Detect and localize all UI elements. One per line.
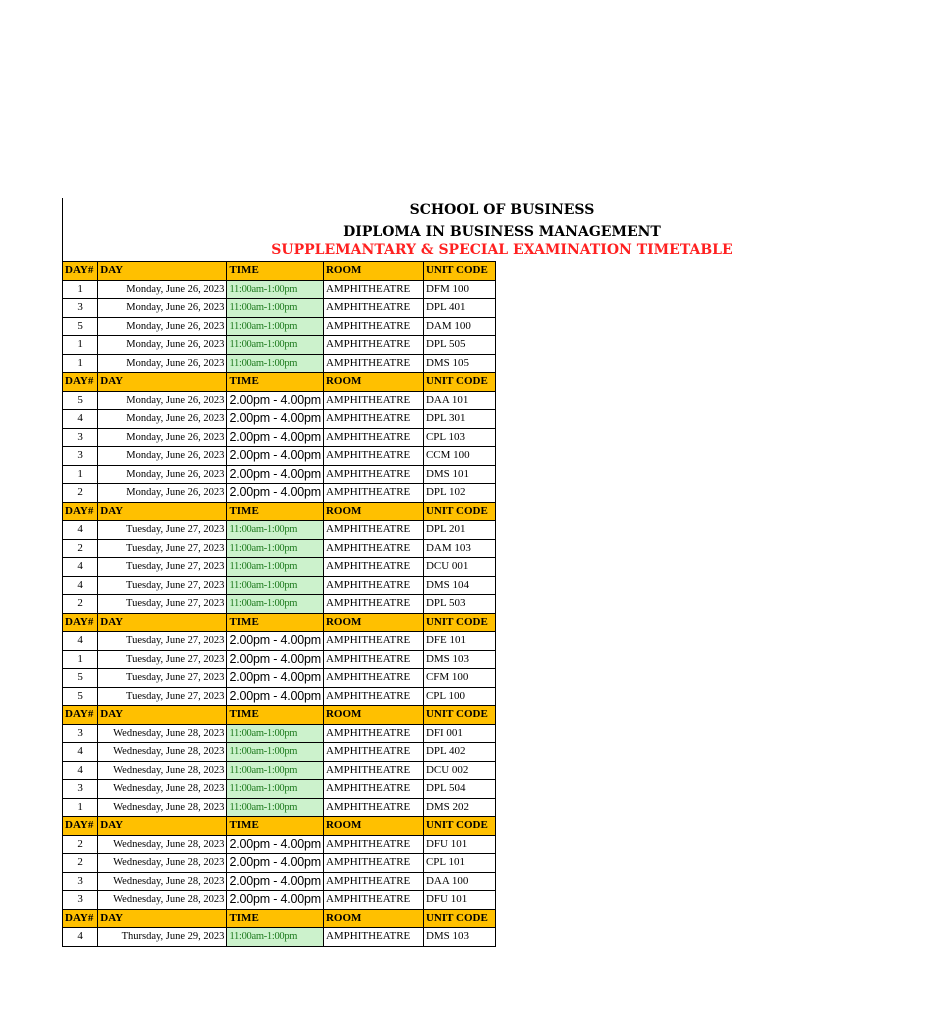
table-row <box>63 669 496 688</box>
room-cell: AMPHITHEATRE <box>323 521 423 540</box>
room-cell: AMPHITHEATRE <box>323 317 423 336</box>
table-row <box>63 354 496 373</box>
header-unit-code: UNIT CODE <box>423 613 495 632</box>
room-cell: AMPHITHEATRE <box>323 687 423 706</box>
date-cell: Tuesday, June 27, 2023 <box>98 539 227 558</box>
table-row <box>63 835 496 854</box>
header-day: DAY <box>98 613 227 632</box>
room-cell: AMPHITHEATRE <box>323 650 423 669</box>
table-row <box>63 391 496 410</box>
header-row <box>63 373 496 392</box>
header-day: DAY <box>98 706 227 725</box>
time-cell: 11:00am-1:00pm <box>227 928 324 947</box>
unit-code-cell: DCU 001 <box>423 558 495 577</box>
header-day-num: DAY# <box>63 817 98 836</box>
program-title: DIPLOMA IN BUSINESS MANAGEMENT <box>343 224 661 240</box>
day-number-cell: 1 <box>63 465 98 484</box>
header-unit-code: UNIT CODE <box>423 817 495 836</box>
unit-code-cell: DAM 103 <box>423 539 495 558</box>
day-number-cell: 1 <box>63 336 98 355</box>
date-cell: Wednesday, June 28, 2023 <box>98 743 227 762</box>
day-number-cell: 3 <box>63 891 98 910</box>
day-number-cell: 3 <box>63 428 98 447</box>
time-cell: 11:00am-1:00pm <box>227 354 324 373</box>
header-day-num: DAY# <box>63 909 98 928</box>
header-day: DAY <box>98 817 227 836</box>
header-row <box>63 262 496 281</box>
day-number-cell: 3 <box>63 447 98 466</box>
room-cell: AMPHITHEATRE <box>323 595 423 614</box>
unit-code-cell: DPL 201 <box>423 521 495 540</box>
time-cell: 11:00am-1:00pm <box>227 521 324 540</box>
day-number-cell: 4 <box>63 743 98 762</box>
table-row <box>63 428 496 447</box>
room-cell: AMPHITHEATRE <box>323 872 423 891</box>
time-cell: 11:00am-1:00pm <box>227 595 324 614</box>
table-row <box>63 317 496 336</box>
day-number-cell: 1 <box>63 280 98 299</box>
time-cell: 2.00pm - 4.00pm <box>227 687 324 706</box>
date-cell: Tuesday, June 27, 2023 <box>98 521 227 540</box>
timetable-body <box>63 262 496 947</box>
room-cell: AMPHITHEATRE <box>323 280 423 299</box>
unit-code-cell: DMS 104 <box>423 576 495 595</box>
date-cell: Wednesday, June 28, 2023 <box>98 724 227 743</box>
header-unit-code: UNIT CODE <box>423 502 495 521</box>
room-cell: AMPHITHEATRE <box>323 428 423 447</box>
room-cell: AMPHITHEATRE <box>323 484 423 503</box>
header-time: TIME <box>227 262 324 281</box>
time-cell: 2.00pm - 4.00pm <box>227 872 324 891</box>
room-cell: AMPHITHEATRE <box>323 354 423 373</box>
unit-code-cell: DMS 105 <box>423 354 495 373</box>
header-room: ROOM <box>323 817 423 836</box>
date-cell: Tuesday, June 27, 2023 <box>98 576 227 595</box>
date-cell: Tuesday, June 27, 2023 <box>98 632 227 651</box>
time-cell: 2.00pm - 4.00pm <box>227 428 324 447</box>
time-cell: 2.00pm - 4.00pm <box>227 632 324 651</box>
unit-code-cell: DFM 100 <box>423 280 495 299</box>
header-time: TIME <box>227 613 324 632</box>
header-day-num: DAY# <box>63 373 98 392</box>
header-room: ROOM <box>323 502 423 521</box>
table-row <box>63 798 496 817</box>
header-day: DAY <box>98 502 227 521</box>
room-cell: AMPHITHEATRE <box>323 632 423 651</box>
table-row <box>63 632 496 651</box>
day-number-cell: 1 <box>63 650 98 669</box>
time-cell: 11:00am-1:00pm <box>227 336 324 355</box>
header-unit-code: UNIT CODE <box>423 262 495 281</box>
unit-code-cell: CPL 101 <box>423 854 495 873</box>
room-cell: AMPHITHEATRE <box>323 891 423 910</box>
unit-code-cell: DPL 102 <box>423 484 495 503</box>
header-room: ROOM <box>323 706 423 725</box>
header-row <box>63 613 496 632</box>
unit-code-cell: DFI 001 <box>423 724 495 743</box>
unit-code-cell: DPL 505 <box>423 336 495 355</box>
day-number-cell: 4 <box>63 632 98 651</box>
time-cell: 11:00am-1:00pm <box>227 798 324 817</box>
table-row <box>63 576 496 595</box>
unit-code-cell: DFU 101 <box>423 891 495 910</box>
room-cell: AMPHITHEATRE <box>323 336 423 355</box>
header-unit-code: UNIT CODE <box>423 373 495 392</box>
unit-code-cell: DAA 101 <box>423 391 495 410</box>
unit-code-cell: DCU 002 <box>423 761 495 780</box>
date-cell: Monday, June 26, 2023 <box>98 280 227 299</box>
header-time: TIME <box>227 706 324 725</box>
header-row <box>63 909 496 928</box>
time-cell: 2.00pm - 4.00pm <box>227 465 324 484</box>
header-unit-code: UNIT CODE <box>423 909 495 928</box>
room-cell: AMPHITHEATRE <box>323 724 423 743</box>
date-cell: Tuesday, June 27, 2023 <box>98 595 227 614</box>
room-cell: AMPHITHEATRE <box>323 391 423 410</box>
day-number-cell: 4 <box>63 928 98 947</box>
room-cell: AMPHITHEATRE <box>323 410 423 429</box>
unit-code-cell: DPL 301 <box>423 410 495 429</box>
room-cell: AMPHITHEATRE <box>323 780 423 799</box>
table-row <box>63 521 496 540</box>
time-cell: 2.00pm - 4.00pm <box>227 650 324 669</box>
day-number-cell: 4 <box>63 558 98 577</box>
time-cell: 2.00pm - 4.00pm <box>227 669 324 688</box>
header-time: TIME <box>227 502 324 521</box>
table-row <box>63 410 496 429</box>
time-cell: 2.00pm - 4.00pm <box>227 854 324 873</box>
header-room: ROOM <box>323 373 423 392</box>
date-cell: Wednesday, June 28, 2023 <box>98 761 227 780</box>
time-cell: 11:00am-1:00pm <box>227 780 324 799</box>
day-number-cell: 4 <box>63 761 98 780</box>
table-row <box>63 780 496 799</box>
unit-code-cell: DMS 101 <box>423 465 495 484</box>
table-row <box>63 761 496 780</box>
header-room: ROOM <box>323 909 423 928</box>
table-row <box>63 891 496 910</box>
room-cell: AMPHITHEATRE <box>323 928 423 947</box>
table-row <box>63 687 496 706</box>
table-row <box>63 299 496 318</box>
time-cell: 11:00am-1:00pm <box>227 558 324 577</box>
table-row <box>63 650 496 669</box>
date-cell: Wednesday, June 28, 2023 <box>98 891 227 910</box>
table-row <box>63 743 496 762</box>
day-number-cell: 5 <box>63 687 98 706</box>
room-cell: AMPHITHEATRE <box>323 447 423 466</box>
unit-code-cell: DAM 100 <box>423 317 495 336</box>
unit-code-cell: CPL 103 <box>423 428 495 447</box>
unit-code-cell: DPL 503 <box>423 595 495 614</box>
timetable-sheet <box>62 198 733 947</box>
time-cell: 2.00pm - 4.00pm <box>227 891 324 910</box>
header-time: TIME <box>227 909 324 928</box>
unit-code-cell: DMS 202 <box>423 798 495 817</box>
date-cell: Monday, June 26, 2023 <box>98 299 227 318</box>
date-cell: Tuesday, June 27, 2023 <box>98 669 227 688</box>
header-day: DAY <box>98 262 227 281</box>
date-cell: Wednesday, June 28, 2023 <box>98 780 227 799</box>
day-number-cell: 5 <box>63 391 98 410</box>
table-row <box>63 872 496 891</box>
time-cell: 2.00pm - 4.00pm <box>227 447 324 466</box>
unit-code-cell: CFM 100 <box>423 669 495 688</box>
room-cell: AMPHITHEATRE <box>323 539 423 558</box>
header-day: DAY <box>98 373 227 392</box>
header-row <box>63 706 496 725</box>
header-day-num: DAY# <box>63 502 98 521</box>
table-row <box>63 595 496 614</box>
exam-title: SUPPLEMANTARY & SPECIAL EXAMINATION TIMETABLE <box>271 242 733 258</box>
table-row <box>63 465 496 484</box>
time-cell: 11:00am-1:00pm <box>227 761 324 780</box>
day-number-cell: 3 <box>63 299 98 318</box>
table-row <box>63 280 496 299</box>
school-title: SCHOOL OF BUSINESS <box>409 202 595 218</box>
day-number-cell: 1 <box>63 798 98 817</box>
room-cell: AMPHITHEATRE <box>323 576 423 595</box>
time-cell: 2.00pm - 4.00pm <box>227 391 324 410</box>
unit-code-cell: DPL 402 <box>423 743 495 762</box>
day-number-cell: 2 <box>63 835 98 854</box>
date-cell: Wednesday, June 28, 2023 <box>98 854 227 873</box>
unit-code-cell: DFU 101 <box>423 835 495 854</box>
day-number-cell: 4 <box>63 576 98 595</box>
header-day: DAY <box>98 909 227 928</box>
time-cell: 2.00pm - 4.00pm <box>227 835 324 854</box>
day-number-cell: 2 <box>63 484 98 503</box>
table-row <box>63 447 496 466</box>
unit-code-cell: CPL 100 <box>423 687 495 706</box>
time-cell: 11:00am-1:00pm <box>227 576 324 595</box>
room-cell: AMPHITHEATRE <box>323 854 423 873</box>
unit-code-cell: DPL 401 <box>423 299 495 318</box>
date-cell: Thursday, June 29, 2023 <box>98 928 227 947</box>
time-cell: 11:00am-1:00pm <box>227 280 324 299</box>
header-time: TIME <box>227 817 324 836</box>
time-cell: 11:00am-1:00pm <box>227 743 324 762</box>
room-cell: AMPHITHEATRE <box>323 743 423 762</box>
day-number-cell: 2 <box>63 539 98 558</box>
room-cell: AMPHITHEATRE <box>323 798 423 817</box>
table-row <box>63 539 496 558</box>
header-room: ROOM <box>323 262 423 281</box>
room-cell: AMPHITHEATRE <box>323 761 423 780</box>
room-cell: AMPHITHEATRE <box>323 669 423 688</box>
timetable <box>62 261 496 947</box>
header-unit-code: UNIT CODE <box>423 706 495 725</box>
table-row <box>63 484 496 503</box>
header-day-num: DAY# <box>63 262 98 281</box>
header-time: TIME <box>227 373 324 392</box>
table-row <box>63 336 496 355</box>
day-number-cell: 2 <box>63 854 98 873</box>
room-cell: AMPHITHEATRE <box>323 835 423 854</box>
day-number-cell: 4 <box>63 521 98 540</box>
time-cell: 11:00am-1:00pm <box>227 299 324 318</box>
header-row <box>63 817 496 836</box>
date-cell: Monday, June 26, 2023 <box>98 428 227 447</box>
unit-code-cell: DMS 103 <box>423 928 495 947</box>
day-number-cell: 4 <box>63 410 98 429</box>
header-row <box>63 502 496 521</box>
date-cell: Monday, June 26, 2023 <box>98 354 227 373</box>
day-number-cell: 1 <box>63 354 98 373</box>
date-cell: Tuesday, June 27, 2023 <box>98 650 227 669</box>
date-cell: Monday, June 26, 2023 <box>98 447 227 466</box>
date-cell: Wednesday, June 28, 2023 <box>98 798 227 817</box>
table-row <box>63 854 496 873</box>
day-number-cell: 5 <box>63 669 98 688</box>
table-row <box>63 724 496 743</box>
date-cell: Monday, June 26, 2023 <box>98 410 227 429</box>
date-cell: Monday, June 26, 2023 <box>98 336 227 355</box>
time-cell: 2.00pm - 4.00pm <box>227 484 324 503</box>
room-cell: AMPHITHEATRE <box>323 299 423 318</box>
date-cell: Monday, June 26, 2023 <box>98 317 227 336</box>
day-number-cell: 3 <box>63 724 98 743</box>
date-cell: Monday, June 26, 2023 <box>98 391 227 410</box>
time-cell: 11:00am-1:00pm <box>227 317 324 336</box>
date-cell: Tuesday, June 27, 2023 <box>98 687 227 706</box>
date-cell: Wednesday, June 28, 2023 <box>98 872 227 891</box>
unit-code-cell: DAA 100 <box>423 872 495 891</box>
date-cell: Monday, June 26, 2023 <box>98 484 227 503</box>
day-number-cell: 3 <box>63 780 98 799</box>
unit-code-cell: DFE 101 <box>423 632 495 651</box>
date-cell: Wednesday, June 28, 2023 <box>98 835 227 854</box>
header-room: ROOM <box>323 613 423 632</box>
time-cell: 11:00am-1:00pm <box>227 539 324 558</box>
header-day-num: DAY# <box>63 613 98 632</box>
room-cell: AMPHITHEATRE <box>323 465 423 484</box>
unit-code-cell: DPL 504 <box>423 780 495 799</box>
unit-code-cell: CCM 100 <box>423 447 495 466</box>
day-number-cell: 3 <box>63 872 98 891</box>
room-cell: AMPHITHEATRE <box>323 558 423 577</box>
date-cell: Tuesday, June 27, 2023 <box>98 558 227 577</box>
time-cell: 11:00am-1:00pm <box>227 724 324 743</box>
table-row <box>63 928 496 947</box>
header-day-num: DAY# <box>63 706 98 725</box>
date-cell: Monday, June 26, 2023 <box>98 465 227 484</box>
unit-code-cell: DMS 103 <box>423 650 495 669</box>
time-cell: 2.00pm - 4.00pm <box>227 410 324 429</box>
day-number-cell: 5 <box>63 317 98 336</box>
table-row <box>63 558 496 577</box>
day-number-cell: 2 <box>63 595 98 614</box>
